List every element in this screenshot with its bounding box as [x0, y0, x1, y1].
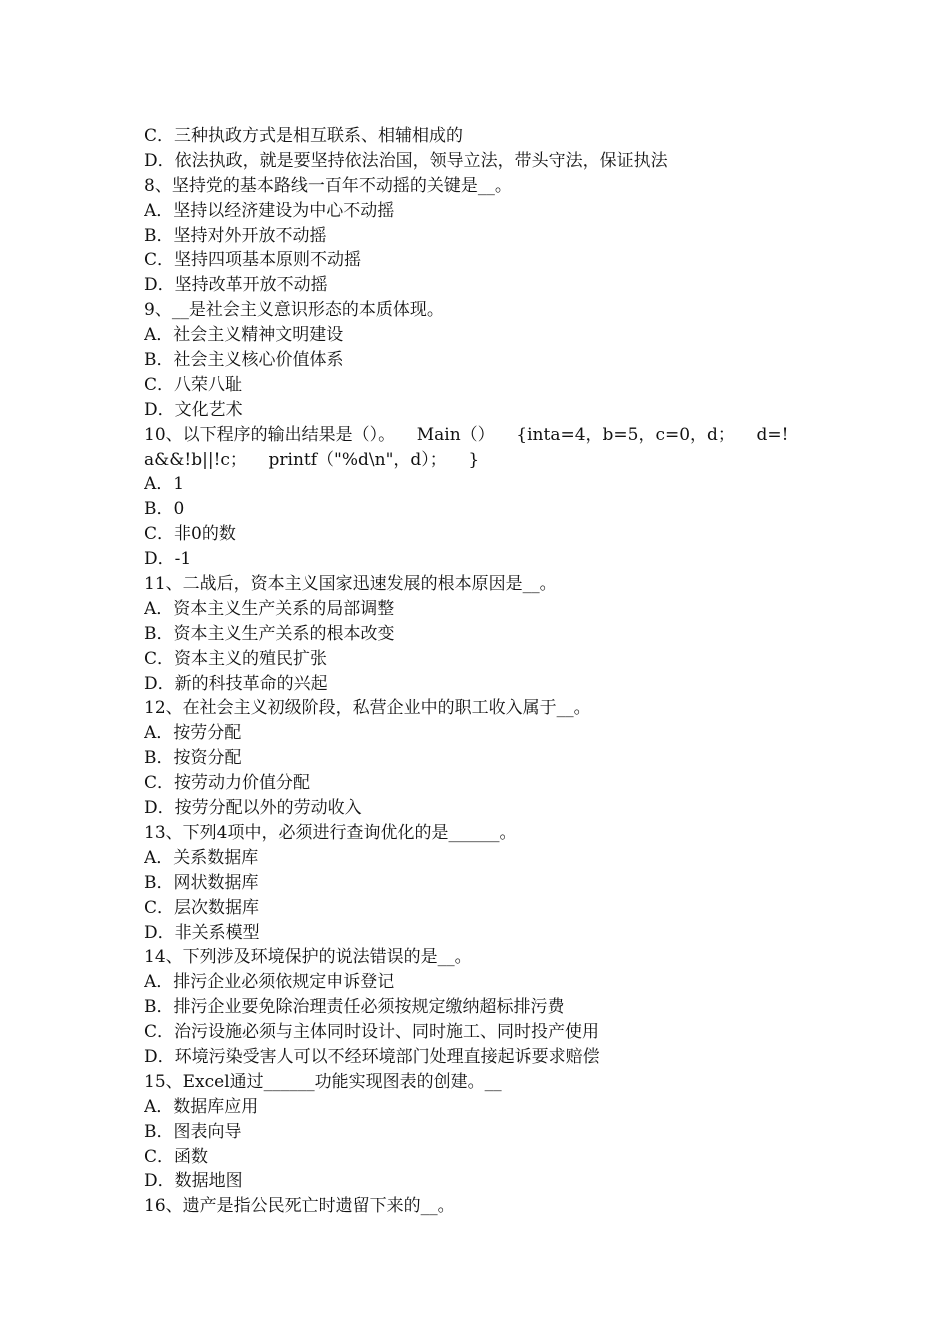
option-line: C．非0的数 — [144, 524, 236, 545]
option-line: B．图表向导 — [144, 1121, 242, 1142]
option-line: A．资本主义生产关系的局部调整 — [144, 598, 395, 619]
option-line: C．八荣八耻 — [144, 374, 243, 395]
option-line: B．0 — [144, 499, 185, 520]
question-line: 13、下列4项中，必须进行查询优化的是______。 — [144, 822, 517, 843]
option-line: D．-1 — [144, 549, 192, 570]
option-line: C．三种执政方式是相互联系、相辅相成的 — [144, 126, 464, 146]
option-line: D．环境污染受害人可以不经环境部门处理直接起诉要求赔偿 — [144, 1046, 600, 1067]
option-line: B．按资分配 — [144, 748, 242, 769]
option-line: A．关系数据库 — [144, 847, 259, 868]
option-line: A．社会主义精神文明建设 — [144, 325, 344, 346]
option-line: D．文化艺术 — [144, 399, 243, 420]
option-line: C．函数 — [144, 1146, 209, 1167]
option-line: B．网状数据库 — [144, 872, 259, 893]
option-line: A．排污企业必须依规定申诉登记 — [144, 972, 395, 993]
document-body — [144, 124, 816, 1219]
question-line: 16、遗产是指公民死亡时遗留下来的__。 — [144, 1196, 455, 1217]
question-line: 10、以下程序的输出结果是（）。 Main（） {inta=4，b=5，c=0，d； d=! — [144, 424, 789, 445]
option-line: C．资本主义的殖民扩张 — [144, 648, 328, 669]
option-line: B．坚持对外开放不动摇 — [144, 225, 327, 246]
option-line: D．数据地图 — [144, 1171, 243, 1192]
question-line: 14、下列涉及环境保护的说法错误的是__。 — [144, 947, 472, 968]
option-line: B．资本主义生产关系的根本改变 — [144, 623, 395, 644]
question-line: 11、二战后，资本主义国家迅速发展的根本原因是__。 — [144, 574, 557, 595]
option-line: D．非关系模型 — [144, 922, 260, 943]
option-line: D．按劳分配以外的劳动收入 — [144, 798, 362, 819]
option-line: B．社会主义核心价值体系 — [144, 350, 344, 371]
option-line: C．按劳动力价值分配 — [144, 773, 311, 794]
question-line: 8、坚持党的基本路线一百年不动摇的关键是__。 — [144, 175, 512, 196]
option-line: B．排污企业要免除治理责任必须按规定缴纳超标排污费 — [144, 997, 565, 1018]
question-line: 12、在社会主义初级阶段，私营企业中的职工收入属于__。 — [144, 698, 591, 719]
option-line: C．层次数据库 — [144, 897, 260, 918]
option-line: A．1 — [144, 474, 185, 495]
option-line: C．坚持四项基本原则不动摇 — [144, 250, 362, 271]
option-line: A．坚持以经济建设为中心不动摇 — [144, 200, 395, 221]
question-line-continued: a&&!b||!c； printf（"%d\n"，d）； } — [144, 449, 480, 470]
option-line: C．治污设施必须与主体同时设计、同时施工、同时投产使用 — [144, 1022, 600, 1043]
option-line: D．坚持改革开放不动摇 — [144, 275, 328, 296]
option-line: A．按劳分配 — [144, 723, 242, 744]
option-line: A．数据库应用 — [144, 1096, 259, 1117]
option-line: D．新的科技革命的兴起 — [144, 673, 328, 694]
question-line: 9、__是社会主义意识形态的本质体现。 — [144, 300, 444, 321]
question-line: 15、Excel通过______功能实现图表的创建。__ — [144, 1071, 502, 1092]
option-line: D．依法执政，就是要坚持依法治国，领导立法，带头守法，保证执法 — [144, 150, 668, 171]
